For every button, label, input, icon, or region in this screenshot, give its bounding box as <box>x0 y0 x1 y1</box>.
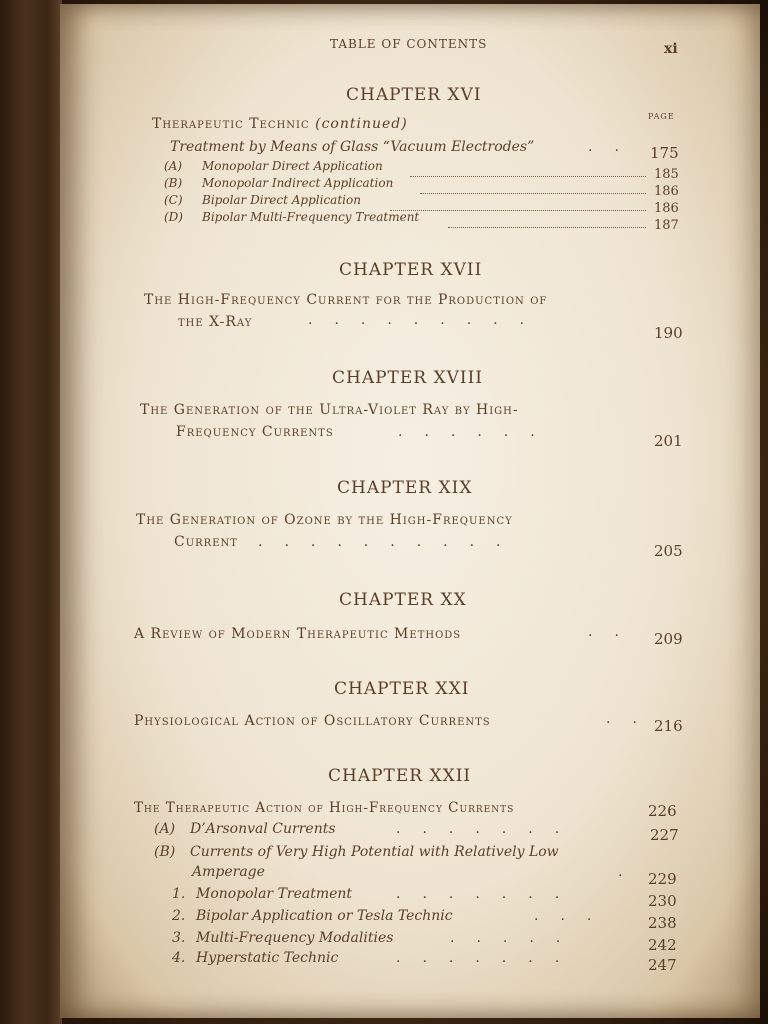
toc-entry-page: 216 <box>654 717 683 735</box>
sub-entry-page: 227 <box>650 826 679 844</box>
sub-entry-text: D’Arsonval Currents <box>190 821 336 837</box>
toc-entry-page: 205 <box>654 542 683 560</box>
sub-entry-page: 247 <box>648 956 677 974</box>
toc-entry-leader: ... <box>534 908 614 924</box>
dot-leader <box>410 175 646 177</box>
section-title <box>152 116 408 132</box>
sub-entry-page: 230 <box>648 892 677 910</box>
sub-entry-text: Hyperstatic Technic <box>196 950 339 966</box>
toc-entry-text: Physiological Action of Oscillatory Currents <box>134 713 491 729</box>
toc-entry-text: A Review of Modern Therapeutic Methods <box>134 626 462 642</box>
sub-entry-mark: (A) <box>154 821 176 837</box>
sub-entry-mark: 1. <box>172 886 186 902</box>
sub-entry-page: 187 <box>654 218 679 233</box>
sub-entry-text: Currents of Very High Potential with Relatively Low <box>190 844 559 860</box>
running-header: TABLE OF CONTENTS <box>330 37 488 51</box>
chapter-heading: CHAPTER XVIII <box>332 368 484 388</box>
sub-entry-text: Multi-Frequency Modalities <box>196 930 394 946</box>
sub-entry-text: Bipolar Direct Application <box>202 193 361 207</box>
chapter-heading: CHAPTER XVII <box>339 260 483 280</box>
toc-entry-leader: .. <box>588 624 641 640</box>
toc-entry-leader: .. <box>606 711 659 727</box>
toc-entry-text: The Generation of Ozone by the High-Frequency <box>136 512 513 528</box>
sub-entry-mark: 2. <box>172 908 186 924</box>
page-number: xi <box>664 41 678 57</box>
toc-entry-leader: ...... <box>398 424 557 440</box>
sub-entry-text: Amperage <box>192 864 265 880</box>
chapter-heading: CHAPTER XXII <box>328 766 472 786</box>
sub-entry-mark: (D) <box>164 210 183 224</box>
section-title-suffix: (continued) <box>315 116 408 132</box>
toc-entry-leader: ....... <box>396 886 582 902</box>
toc-entry-leader: ....... <box>396 821 582 837</box>
sub-entry-mark: 4. <box>172 950 186 966</box>
sub-entry-page: 186 <box>654 201 679 216</box>
sub-entry-text: Monopolar Indirect Application <box>202 176 394 190</box>
toc-entry-page: 190 <box>654 324 683 342</box>
sub-entry-page: 238 <box>648 914 677 932</box>
toc-entry-text: The Generation of the Ultra-Violet Ray by High- <box>140 402 519 418</box>
toc-entry-text: Current <box>174 534 238 550</box>
sub-entry-page: 186 <box>654 184 679 199</box>
page-column-label: PAGE <box>648 112 675 121</box>
dot-leader <box>390 209 646 211</box>
sub-entry-page: 242 <box>648 936 677 954</box>
toc-entry-text: The High-Frequency Current for the Production of <box>144 292 548 308</box>
dot-leader <box>420 192 646 194</box>
sub-entry-mark: 3. <box>172 930 186 946</box>
toc-entry-leader: . <box>618 864 645 880</box>
toc-entry-text: Frequency Currents <box>176 424 334 440</box>
chapter-heading: CHAPTER XVI <box>346 85 482 105</box>
chapter-heading: CHAPTER XXI <box>334 679 470 699</box>
sub-entry-page: 229 <box>648 870 677 888</box>
toc-entry-leader: ....... <box>396 950 582 966</box>
toc-entry-page: 201 <box>654 432 683 450</box>
book-spine <box>0 0 62 1024</box>
book-page <box>60 4 760 1018</box>
dot-leader <box>448 226 646 228</box>
toc-entry-text: the X-Ray <box>178 314 253 330</box>
sub-entry-mark: (A) <box>164 159 183 173</box>
toc-entry-page: 175 <box>650 144 679 162</box>
sub-entry-text: Bipolar Application or Tesla Technic <box>196 908 453 924</box>
chapter-heading: CHAPTER XIX <box>337 478 473 498</box>
toc-entry-page: 209 <box>654 630 683 648</box>
section-title-text: Therapeutic Technic <box>152 116 310 132</box>
sub-entry-text: Monopolar Direct Application <box>202 159 383 173</box>
toc-entry-text: Treatment by Means of Glass “Vacuum Electrodes” <box>170 139 535 155</box>
sub-entry-mark: (C) <box>164 193 183 207</box>
sub-entry-mark: (B) <box>164 176 183 190</box>
chapter-heading: CHAPTER XX <box>339 590 467 610</box>
toc-entry-page: 226 <box>648 802 677 820</box>
toc-entry-text: The Therapeutic Action of High-Frequency Currents <box>134 800 515 816</box>
toc-entry-leader: ..... <box>450 930 583 946</box>
toc-entry-leader: .......... <box>258 534 523 550</box>
toc-entry-leader: ......... <box>308 312 547 328</box>
sub-entry-text: Bipolar Multi-Frequency Treatment <box>202 210 420 224</box>
sub-entry-text: Monopolar Treatment <box>196 886 353 902</box>
sub-entry-mark: (B) <box>154 844 176 860</box>
toc-entry-leader: .. <box>588 139 641 155</box>
sub-entry-page: 185 <box>654 167 679 182</box>
